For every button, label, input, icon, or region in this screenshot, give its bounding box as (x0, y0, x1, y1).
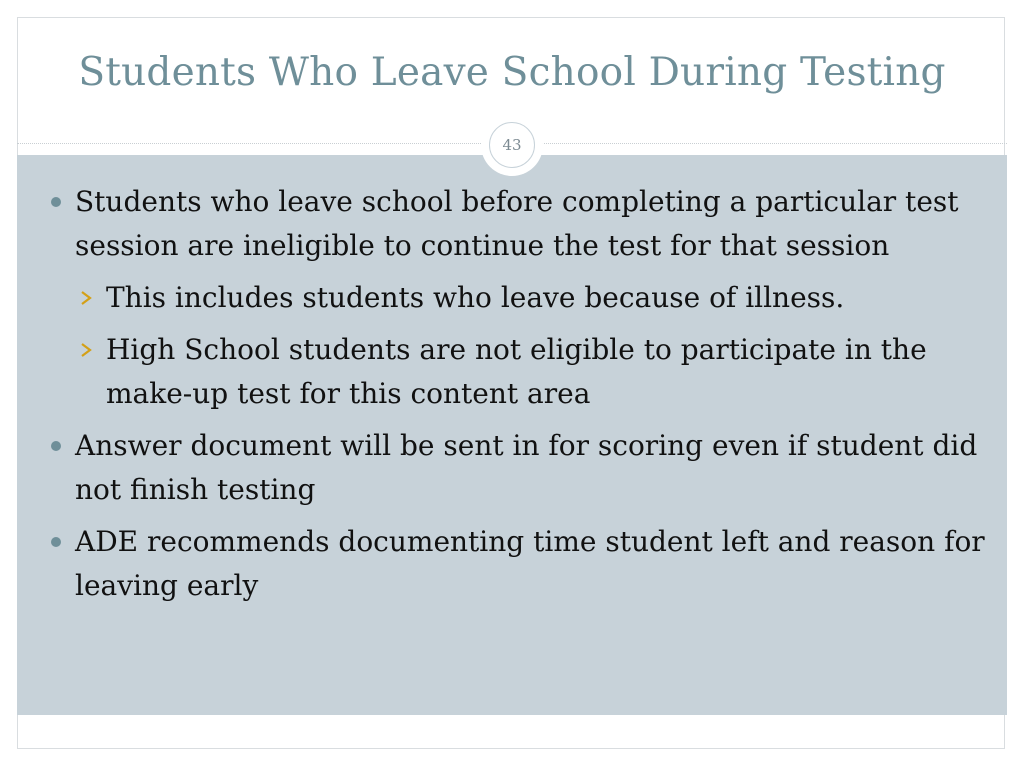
sub-bullet-text: High School students are not eligible to participate in the make-up test for this content area (106, 333, 927, 410)
arrow-bullet-icon (79, 289, 93, 307)
bullet-item (48, 180, 988, 416)
bullet-item (48, 520, 988, 608)
bullet-dot-icon (51, 197, 61, 207)
sub-bullet-list (75, 276, 988, 416)
bullet-item (48, 424, 988, 512)
page-number-badge (481, 114, 543, 176)
bullet-text: Answer document will be sent in for scoring even if student did not finish testing (75, 429, 978, 506)
sub-bullet-item (75, 328, 988, 416)
sub-bullet-item (75, 276, 988, 320)
bullet-text: Students who leave school before completing a particular test session are ineligible to continue the test for that session (75, 185, 959, 262)
slide-title: Students Who Leave School During Testing (78, 50, 946, 95)
bullet-text: ADE recommends documenting time student left and reason for leaving early (75, 525, 985, 602)
page-number: 43 (489, 122, 535, 168)
bullet-list (48, 180, 988, 616)
bullet-dot-icon (51, 537, 61, 547)
arrow-bullet-icon (79, 341, 93, 359)
bullet-dot-icon (51, 441, 61, 451)
sub-bullet-text: This includes students who leave because of illness. (106, 281, 845, 314)
